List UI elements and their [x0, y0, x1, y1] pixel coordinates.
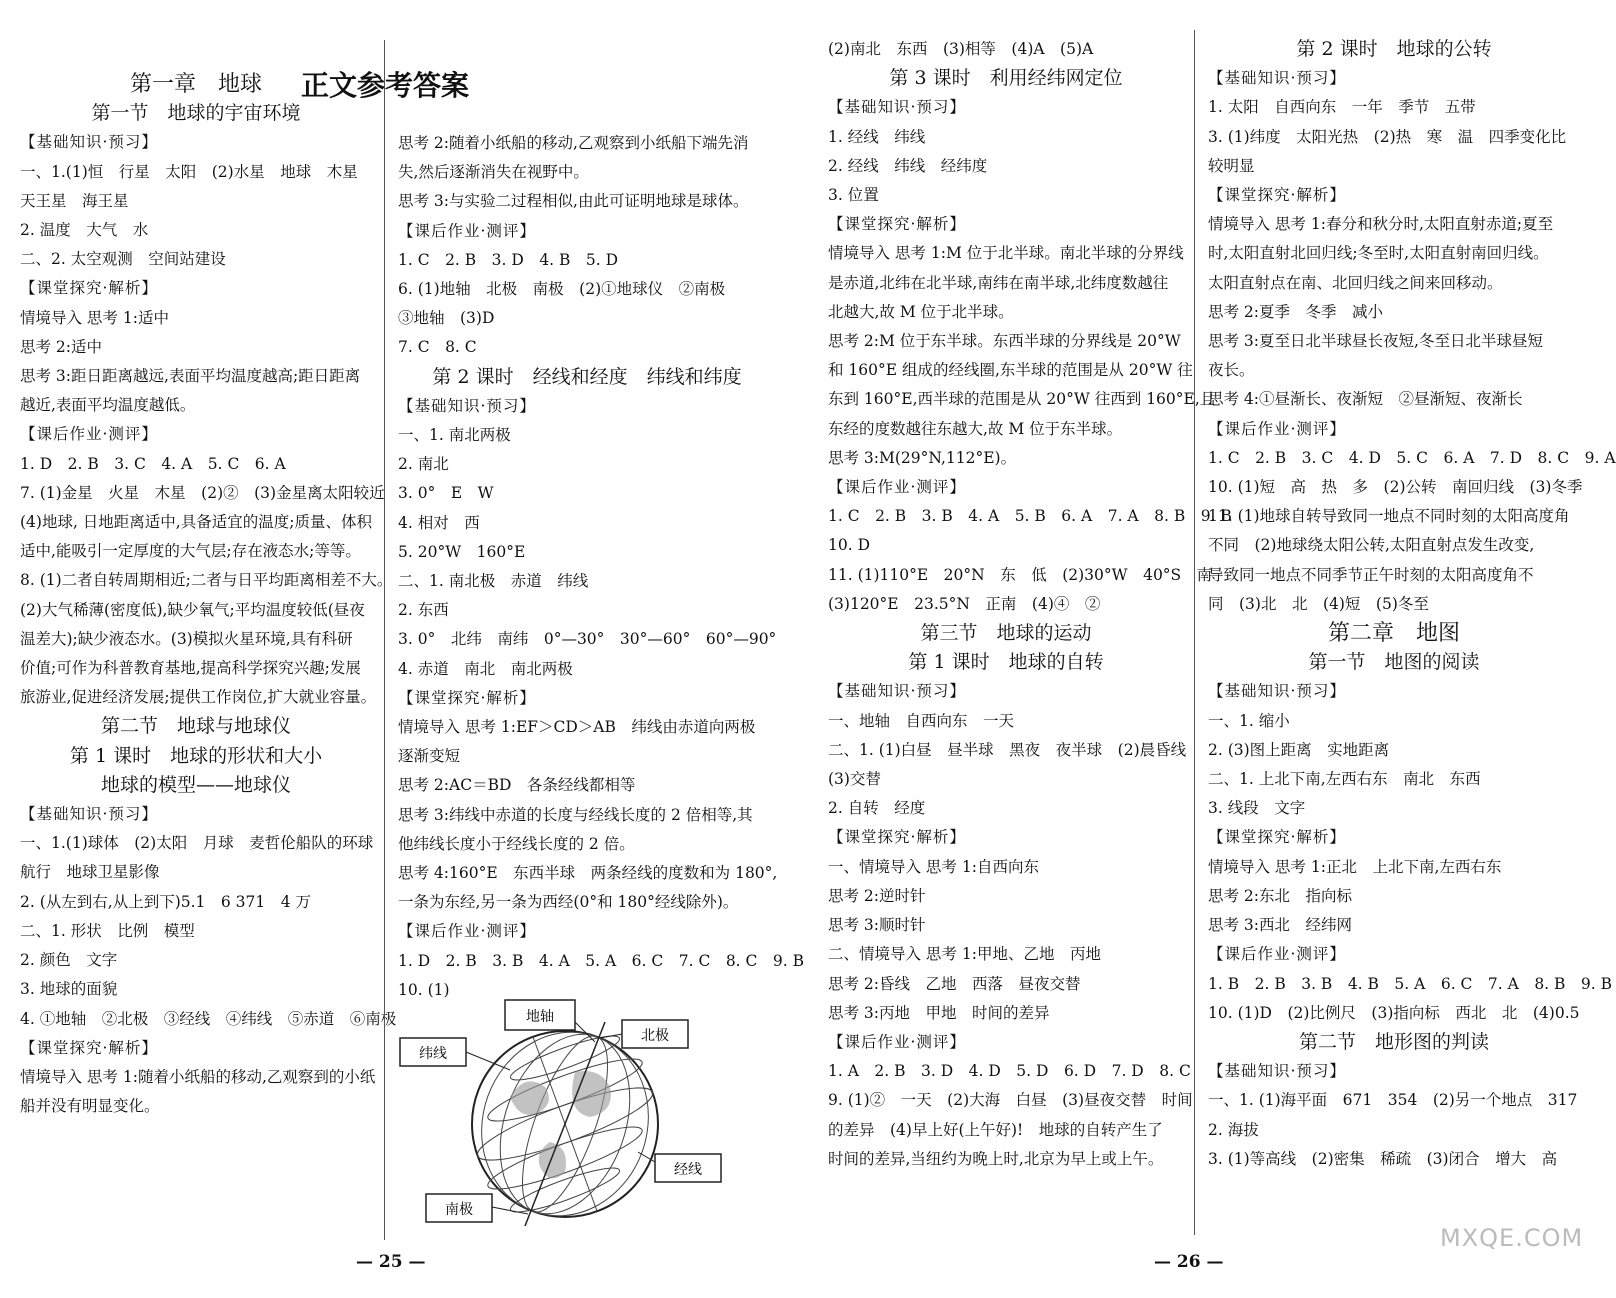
main-title: 正文参考答案: [300, 69, 469, 102]
section-heading: 第二节 地球与地球仪: [100, 715, 291, 738]
answer-line: 思考 3:顺时针: [828, 916, 926, 935]
answer-line: 二、1. 南北极 赤道 纬线: [398, 572, 589, 591]
answer-line: 1. 经线 纬线: [828, 127, 926, 146]
answer-line: 船并没有明显变化。: [20, 1097, 160, 1116]
answer-line: 3. 位置: [828, 186, 879, 205]
answer-line: 2. 自转 经度: [828, 799, 926, 818]
answer-line: 7. C 8. C: [398, 338, 477, 357]
answer-line: 思考 3:距日距离越远,表面平均温度越高;距日距离: [20, 367, 361, 386]
label-latitude: [400, 1038, 466, 1066]
answer-line: 10. (1)短 高 热 多 (2)公转 南回归线 (3)冬季: [1208, 478, 1583, 497]
section-bracket-heading: 【基础知识·预习】: [20, 133, 158, 152]
answer-line: 二、1. (1)白昼 昼半球 黑夜 夜半球 (2)晨昏线: [828, 740, 1187, 759]
answer-line: 思考 2:夏季 冬季 减小: [1208, 302, 1384, 321]
answer-line: 东到 160°E,西半球的范围是从 20°W 往西到 160°E,且: [828, 390, 1216, 409]
section-heading: 第二节 地形图的判读: [1298, 1030, 1489, 1053]
answer-line: 2. (3)图上距离 实地距离: [1208, 740, 1390, 759]
globe-diagram: [400, 1002, 760, 1227]
label-south-text: 南极: [445, 1202, 473, 1218]
answer-line: 2. 海拔: [1208, 1120, 1259, 1139]
answer-line: 7. (1)金星 火星 木星 (2)② (3)金星离太阳较近: [20, 483, 385, 502]
answer-line: 思考 2:M 位于东半球。东西半球的分界线是 20°W: [828, 332, 1181, 351]
answer-line: (3)120°E 23.5°N 正南 (4)④ ②: [828, 594, 1101, 613]
section-heading: 第 1 课时 地球的形状和大小: [69, 744, 323, 767]
answer-line: 一、1.(1)球体 (2)太阳 月球 麦哲伦船队的环球: [20, 834, 374, 853]
answer-line: 思考 2:适中: [20, 337, 103, 356]
column-2: [398, 129, 805, 1005]
answer-line: 1. 太阳 自西向东 一年 季节 五带: [1208, 98, 1476, 117]
column-divider-left: [384, 40, 385, 1240]
answer-line: 思考 3:M(29°N,112°E)。: [828, 448, 1017, 467]
answer-line: 情境导入 思考 1:适中: [20, 308, 169, 327]
answer-line: 思考 2:东北 指向标: [1208, 886, 1353, 905]
answer-line: 他纬线长度小于经线长度的 2 倍。: [398, 834, 635, 853]
answer-line: 思考 3:纬线中赤道的长度与经线长度的 2 倍相等,其: [398, 805, 753, 824]
answer-line: 同 (3)北 北 (4)短 (5)冬至: [1208, 594, 1429, 613]
section-bracket-heading: 【课堂探究·解析】: [828, 828, 966, 847]
answer-line: 2. (从左到右,从上到下)5.1 6 371 4 万: [20, 892, 312, 911]
section-heading: 第一节 地图的阅读: [1308, 651, 1480, 674]
answer-line: 越近,表面平均温度越低。: [20, 396, 196, 415]
answer-line: 4. ①地轴 ②北极 ③经线 ④纬线 ⑤赤道 ⑥南极: [20, 1009, 397, 1028]
answer-line: 一、1. 南北两极: [398, 426, 511, 445]
answer-line: 一、1. (1)海平面 671 354 (2)另一个地点 317: [1208, 1091, 1578, 1110]
section-bracket-heading: 【课堂探究·解析】: [1208, 186, 1346, 205]
answer-line: 思考 3:与实验二过程相似,由此可证明地球是球体。: [398, 192, 749, 211]
answer-line: 时,太阳直射北回归线;冬至时,太阳直射南回归线。: [1208, 244, 1549, 263]
answer-line: 价值;可作为科普教育基地,提高科学探究兴趣;发展: [20, 659, 361, 678]
answer-line: ③地轴 (3)D: [398, 309, 495, 328]
section-bracket-heading: 【课堂探究·解析】: [1208, 828, 1346, 847]
answer-line: 思考 2:逆时针: [828, 886, 926, 905]
section-bracket-heading: 【课后作业·测评】: [1208, 419, 1346, 438]
answer-line: 二、1. 上北下南,左西右东 南北 东西: [1208, 770, 1481, 789]
answer-line: 3. (1)纬度 太阳光热 (2)热 寒 温 四季变化比: [1208, 127, 1567, 146]
answer-line: 航行 地球卫星影像: [20, 863, 160, 882]
answer-line: 逐渐变短: [398, 747, 461, 766]
answer-line: 11. (1)地球自转导致同一地点不同时刻的太阳高度角: [1208, 507, 1570, 526]
answer-line: 北越大,故 M 位于北半球。: [828, 302, 1014, 321]
answer-line: 1. C 2. B 3. D 4. B 5. D: [398, 250, 619, 269]
answer-line: 夜长。: [1208, 361, 1255, 380]
answer-line: 1. D 2. B 3. B 4. A 5. A 6. C 7. C 8. C 9. B: [398, 951, 805, 970]
answer-line: 二、2. 太空观测 空间站建设: [20, 250, 226, 269]
answer-line: 情境导入 思考 1:EF＞CD＞AB 纬线由赤道向两极: [398, 718, 756, 737]
answer-line: 导致同一地点不同季节正午时刻的太阳高度角不: [1208, 565, 1534, 584]
answer-line: 一条为东经,另一条为西经(0°和 180°经线除外)。: [398, 893, 739, 912]
answer-line: (4)地球, 日地距离适中,具备适宜的温度;质量、体积: [20, 513, 372, 532]
label-north-text: 北极: [641, 1028, 669, 1044]
answer-line: 4. 相对 西: [398, 513, 480, 532]
answer-line: 一、地轴 自西向东 一天: [828, 711, 1015, 730]
section-bracket-heading: 【课堂探究·解析】: [20, 279, 158, 298]
section-bracket-heading: 【课堂探究·解析】: [828, 215, 966, 234]
answer-line: 2. 温度 大气 水: [20, 221, 149, 240]
answer-line: 3. 0° E W: [398, 484, 494, 503]
section-heading: 第一章 地球: [129, 72, 262, 97]
answer-line: 3. 0° 北纬 南纬 0°—30° 30°—60° 60°—90°: [398, 630, 777, 649]
answer-line: 天王星 海王星: [20, 191, 129, 210]
answer-line: 2. 颜色 文字: [20, 951, 118, 970]
answer-line: 思考 3:丙地 甲地 时间的差异: [828, 1003, 1050, 1022]
answer-line: 2. 经线 纬线 经纬度: [828, 156, 988, 175]
answer-line: 旅游业,促进经济发展;提供工作岗位,扩大就业容量。: [20, 688, 377, 707]
label-axis-text: 地轴: [526, 1009, 554, 1025]
answer-line: 3. 地球的面貌: [20, 980, 118, 999]
answer-line: 3. (1)等高线 (2)密集 稀疏 (3)闭合 增大 高: [1208, 1149, 1558, 1168]
label-axis: [505, 1000, 575, 1030]
answer-line: 温差大);缺少液态水。(3)模拟火星环境,具有科研: [20, 629, 353, 648]
answer-line: 1. D 2. B 3. C 4. A 5. C 6. A: [20, 454, 286, 473]
answer-line: 的差异 (4)早上好(上午好)! 地球的自转产生了: [828, 1120, 1163, 1139]
section-bracket-heading: 【基础知识·预习】: [1208, 69, 1346, 88]
answer-line: (2)大气稀薄(密度低),缺少氧气;平均温度较低(昼夜: [20, 600, 365, 619]
section-heading: 第 2 课时 经线和经度 纬线和纬度: [432, 365, 742, 388]
answer-line: 1. C 2. B 3. B 4. A 5. B 6. A 7. A 8. B 9. B: [828, 507, 1232, 526]
answer-line: 思考 4:160°E 东西半球 两条经线的度数和为 180°,: [398, 864, 778, 883]
answer-line: 10. (1)D (2)比例尺 (3)指向标 西北 北 (4)0.5: [1208, 1003, 1580, 1022]
watermark: MXQE.COM: [1440, 1224, 1584, 1252]
answer-line: 1. B 2. B 3. B 4. B 5. A 6. C 7. A 8. B 9. B: [1208, 974, 1613, 993]
answer-line: 适中,能吸引一定厚度的大气层;存在液态水;等等。: [20, 542, 361, 561]
section-bracket-heading: 【课后作业·测评】: [1208, 945, 1346, 964]
answer-line: 东经的度数越往东越大,故 M 位于东半球。: [828, 419, 1123, 438]
answer-line: 思考 2:昏线 乙地 西落 昼夜交替: [828, 974, 1081, 993]
section-bracket-heading: 【课后作业·测评】: [828, 1032, 966, 1051]
answer-line: 思考 2:AC＝BD 各条经线都相等: [398, 776, 636, 795]
answer-line: 不同 (2)地球绕太阳公转,太阳直射点发生改变,: [1208, 536, 1535, 555]
answer-line: 和 160°E 组成的经线圈,东半球的范围是从 20°W 往: [828, 361, 1193, 380]
answer-line: (2)南北 东西 (3)相等 (4)A (5)A: [828, 40, 1094, 58]
column-4: [1208, 35, 1616, 1174]
label-latitude-text: 纬线: [419, 1046, 447, 1062]
answer-line: 思考 4:①昼渐长、夜渐短 ②昼渐短、夜渐长: [1208, 390, 1523, 409]
section-heading: 第 2 课时 地球的公转: [1296, 38, 1492, 60]
answer-line: 5. 20°W 160°E: [398, 542, 526, 561]
section-heading: 第 3 课时 利用经纬网定位: [889, 67, 1123, 90]
section-heading: 地球的模型——地球仪: [100, 773, 291, 796]
answer-line: 4. 赤道 南北 南北两极: [398, 659, 573, 678]
answer-line: 10. (1): [398, 980, 450, 999]
answer-line: 情境导入 思考 1:正北 上北下南,左西右东: [1208, 857, 1502, 876]
section-bracket-heading: 【课后作业·测评】: [20, 425, 158, 444]
section-bracket-heading: 【基础知识·预习】: [1208, 682, 1346, 701]
section-heading: 第 1 课时 地球的自转: [908, 651, 1104, 674]
section-bracket-heading: 【基础知识·预习】: [398, 396, 536, 415]
answer-line: 一、1.(1)恒 行星 太阳 (2)水星 地球 木星: [20, 162, 358, 181]
section-bracket-heading: 【基础知识·预习】: [1208, 1062, 1346, 1081]
section-bracket-heading: 【课后作业·测评】: [398, 922, 536, 941]
answer-line: 10. D: [828, 536, 871, 555]
section-bracket-heading: 【课堂探究·解析】: [398, 688, 536, 707]
column-divider-right: [1194, 30, 1195, 1235]
label-longitude: [655, 1154, 721, 1182]
answer-line: 一、情境导入 思考 1:自西向东: [828, 857, 1039, 876]
page-number-right: — 26 —: [1154, 1252, 1224, 1272]
answer-line: 太阳直射点在南、北回归线之间来回移动。: [1208, 273, 1503, 292]
answer-line: 9. (1)② 一天 (2)大海 白昼 (3)昼夜交替 时间: [828, 1091, 1193, 1110]
section-bracket-heading: 【基础知识·预习】: [828, 98, 966, 117]
answer-line: 是赤道,北纬在北半球,南纬在南半球,北纬度数越往: [828, 273, 1169, 292]
answer-line: 二、1. 形状 比例 模型: [20, 921, 195, 940]
answer-line: 1. A 2. B 3. D 4. D 5. D 6. D 7. D 8. C: [828, 1062, 1191, 1081]
answer-line: (3)交替: [828, 770, 881, 789]
answer-line: 思考 3:西北 经纬网: [1208, 916, 1353, 935]
page-number-left: — 25 —: [356, 1252, 426, 1272]
section-bracket-heading: 【课后作业·测评】: [828, 478, 966, 497]
answer-line: 一、1. 缩小: [1208, 711, 1290, 730]
answer-line: 较明显: [1208, 156, 1255, 175]
answer-line: 2. 东西: [398, 601, 449, 620]
section-bracket-heading: 【课后作业·测评】: [398, 221, 536, 240]
answer-line: 2. 南北: [398, 455, 449, 474]
section-bracket-heading: 【基础知识·预习】: [828, 682, 966, 701]
label-longitude-text: 经线: [674, 1162, 702, 1178]
answer-line: 思考 2:随着小纸船的移动,乙观察到小纸船下端先消: [398, 134, 749, 152]
section-heading: 第一节 地球的宇宙环境: [91, 102, 301, 125]
section-bracket-heading: 【课堂探究·解析】: [20, 1038, 158, 1057]
answer-line: 失,然后逐渐消失在视野中。: [398, 163, 589, 182]
label-south: [426, 1194, 492, 1222]
answer-line: 11. (1)110°E 20°N 东 低 (2)30°W 40°S 南: [828, 565, 1213, 584]
answer-line: 1. C 2. B 3. C 4. D 5. C 6. A 7. D 8. C 9. A: [1208, 448, 1616, 467]
answer-line: 情境导入 思考 1:春分和秋分时,太阳直射赤道;夏至: [1208, 215, 1554, 234]
answer-line: 8. (1)二者自转周期相近;二者与日平均距离相差不大。: [20, 571, 393, 590]
answer-line: 情境导入 思考 1:M 位于北半球。南北半球的分界线: [828, 244, 1184, 263]
answer-line: 3. 线段 文字: [1208, 799, 1306, 818]
label-north: [622, 1020, 688, 1048]
answer-line: 思考 3:夏至日北半球昼长夜短,冬至日北半球昼短: [1208, 332, 1543, 351]
section-heading: 第二章 地图: [1327, 621, 1460, 647]
answer-line: 二、情境导入 思考 1:甲地、乙地 丙地: [828, 945, 1101, 964]
section-bracket-heading: 【基础知识·预习】: [20, 805, 158, 824]
section-heading: 第三节 地球的运动: [920, 622, 1092, 645]
answer-line: 情境导入 思考 1:随着小纸船的移动,乙观察到的小纸: [20, 1067, 376, 1086]
answer-line: 时间的差异,当纽约为晚上时,北京为早上或上午。: [828, 1149, 1164, 1168]
answer-line: 6. (1)地轴 北极 南极 (2)①地球仪 ②南极: [398, 280, 726, 299]
